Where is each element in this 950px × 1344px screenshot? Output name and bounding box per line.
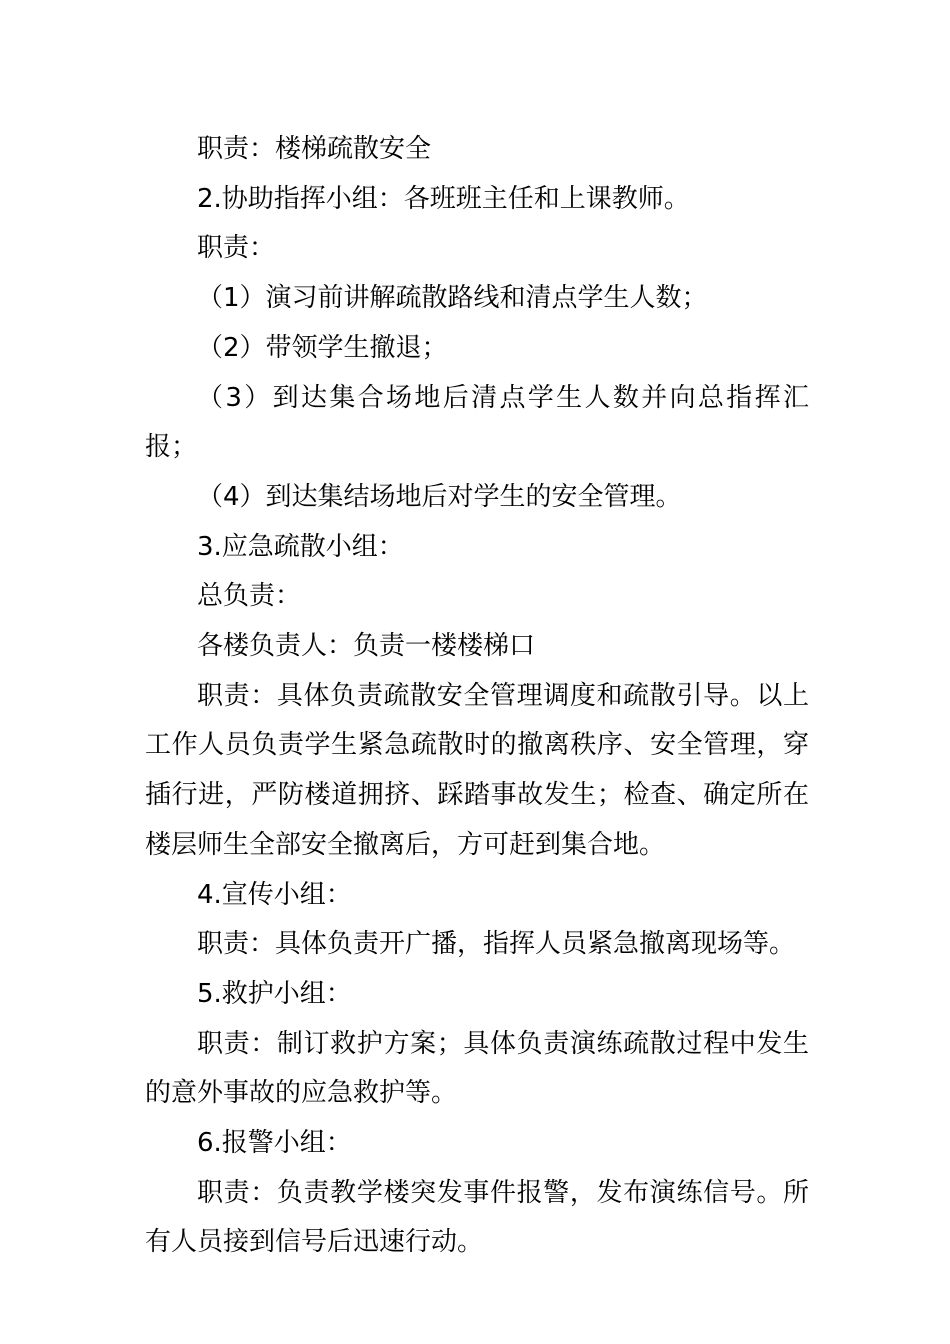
paragraph-chief-in-charge: 总负责：	[197, 581, 302, 612]
paragraph-publicity-group: 4.宣传小组：	[197, 879, 352, 910]
paragraph-rescue-duty: 职责：制订救护方案；具体负责演练疏散过程中发生的意外事故的应急救护等。	[145, 1028, 809, 1109]
paragraph-stair-duty: 职责：楼梯疏散安全	[197, 134, 432, 164]
paragraph-assist-command-group: 2.协助指挥小组：各班班主任和上课教师。	[197, 183, 690, 214]
paragraph-alarm-duty: 职责：负责教学楼突发事件报警，发布演练信号。所有人员接到信号后迅速行动。	[145, 1177, 809, 1258]
paragraph-rescue-group: 5.救护小组：	[197, 978, 352, 1009]
paragraph-duty-heading: 职责：	[197, 233, 276, 264]
paragraph-evacuation-group: 3.应急疏散小组：	[197, 531, 404, 562]
paragraph-publicity-duty: 职责：具体负责开广播，指挥人员紧急撤离现场等。	[197, 929, 796, 960]
paragraph-duty-item-2: （2）带领学生撤退；	[197, 332, 448, 363]
paragraph-duty-item-3: （3）到达集合场地后清点学生人数并向总指挥汇报；	[145, 382, 809, 463]
paragraph-alarm-group: 6.报警小组：	[197, 1128, 352, 1159]
paragraph-duty-item-4: （4）到达集结场地后对学生的安全管理。	[197, 481, 682, 512]
paragraph-duty-item-1: （1）演习前讲解疏散路线和清点学生人数；	[197, 283, 708, 314]
paragraph-floor-leaders: 各楼负责人：负责一楼楼梯口	[197, 631, 536, 662]
paragraph-evacuation-duty: 职责：具体负责疏散安全管理调度和疏散引导。以上工作人员负责学生紧急疏散时的撤离秩序、安全管理，穿插行进，严防楼道拥挤、踩踏事故发生；检查、确定所在楼层师生全部安全撤离后，方可赶到集合地。	[145, 680, 809, 860]
document-body	[145, 125, 809, 1268]
